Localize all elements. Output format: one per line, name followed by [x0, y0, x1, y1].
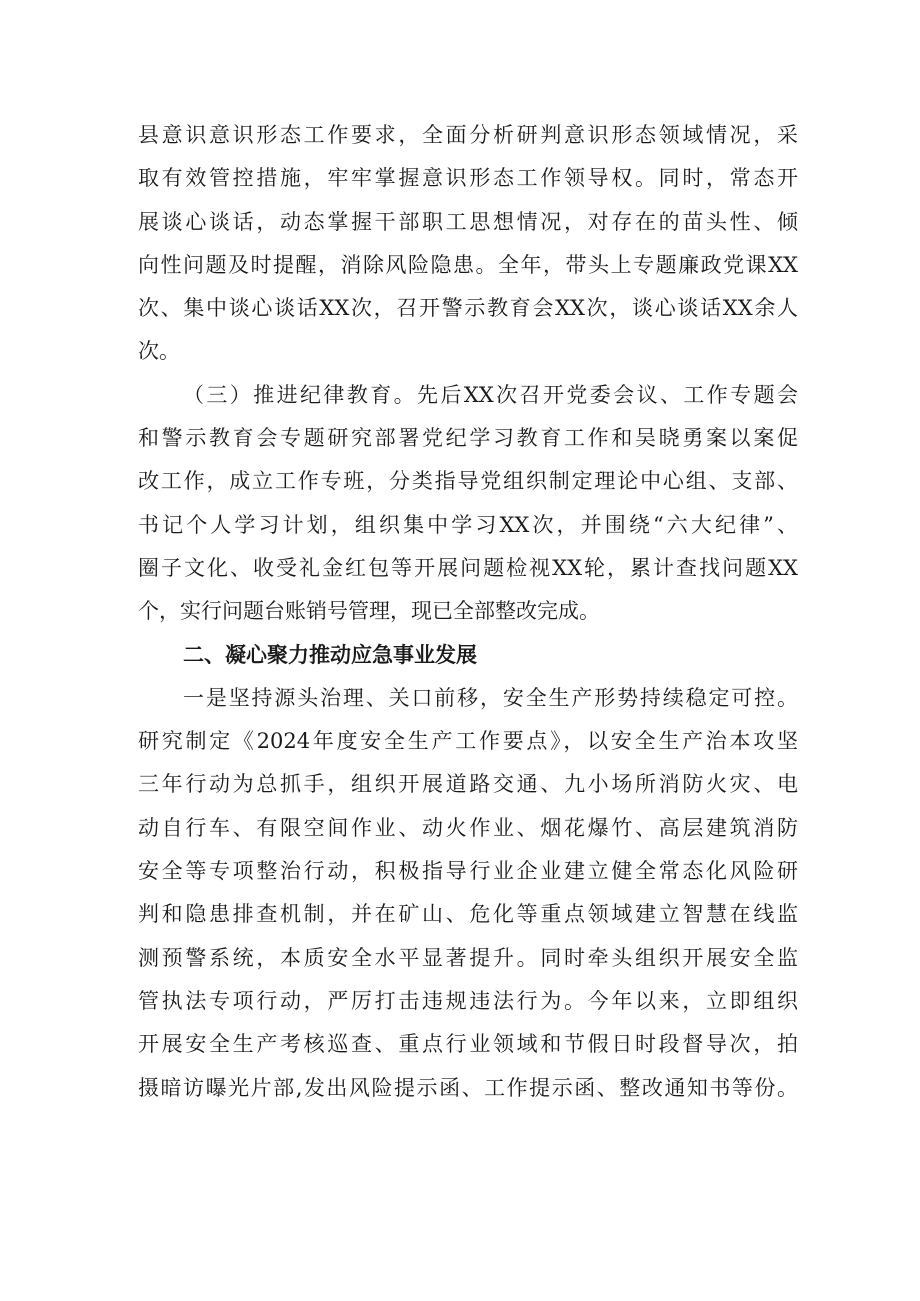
paragraph-3-line: 管执法专项行动，严厉打击违规违法行为。今年以来，立即组织 — [138, 988, 798, 1013]
paragraph-3-line: 三年行动为总抓手，组织开展道路交通、九小场所消防火灾、电 — [138, 772, 798, 797]
paragraph-3-line: 判和隐患排查机制，并在矿山、危化等重点领域建立智慧在线监 — [138, 902, 798, 927]
paragraph-2-line: 个，实行问题台账销号管理，现已全部整改完成。 — [138, 599, 600, 624]
paragraph-1-line: 向性问题及时提醒，消除风险隐患。全年，带头上专题廉政党课XX — [138, 252, 798, 277]
paragraph-1-line: 次。 — [138, 339, 180, 364]
paragraph-2-line: 和警示教育会专题研究部署党纪学习教育工作和吴晓勇案以案促 — [138, 426, 798, 451]
paragraph-3-line: 一是坚持源头治理、关口前移，安全生产形势持续稳定可控。 — [183, 685, 798, 710]
paragraph-3-line: 动自行车、有限空间作业、动火作业、烟花爆竹、高层建筑消防 — [138, 815, 798, 840]
paragraph-3-line: 研究制定《2024年度安全生产工作要点》，以安全生产治本攻坚 — [138, 729, 798, 754]
document-body — [138, 114, 798, 1110]
paragraph-3-line: 开展安全生产考核巡查、重点行业领域和节假日时段督导次，拍 — [138, 1032, 798, 1057]
paragraph-2-line: 书记个人学习计划，组织集中学习XX次，并围绕“六大纪律”、 — [138, 512, 798, 537]
paragraph-1-line: 展谈心谈话，动态掌握干部职工思想情况，对存在的苗头性、倾 — [138, 209, 798, 234]
paragraph-3-line: 摄暗访曝光片部,发出风险提示函、工作提示函、整改通知书等份。 — [138, 1075, 798, 1100]
paragraph-2-line: 圈子文化、收受礼金红包等开展问题检视XX轮，累计查找问题XX — [138, 555, 798, 580]
paragraph-2-line: 改工作，成立工作专班，分类指导党组织制定理论中心组、支部、 — [138, 469, 798, 494]
paragraph-3-line: 测预警系统，本质安全水平显著提升。同时牵头组织开展安全监 — [138, 945, 798, 970]
paragraph-1-line: 取有效管控措施，牢牢掌握意识形态工作领导权。同时，常态开 — [138, 166, 798, 191]
paragraph-3-line: 安全等专项整治行动，积极指导行业企业建立健全常态化风险研 — [138, 859, 798, 884]
paragraph-1-line: 县意识意识形态工作要求，全面分析研判意识形态领域情况，采 — [138, 123, 798, 147]
paragraph-2-line: （三）推进纪律教育。先后XX次召开党委会议、工作专题会 — [183, 382, 798, 407]
section-heading: 二、凝心聚力推动应急事业发展 — [183, 642, 477, 667]
paragraph-1-line: 次、集中谈心谈话XX次，召开警示教育会XX次，谈心谈话XX余人 — [138, 296, 798, 321]
